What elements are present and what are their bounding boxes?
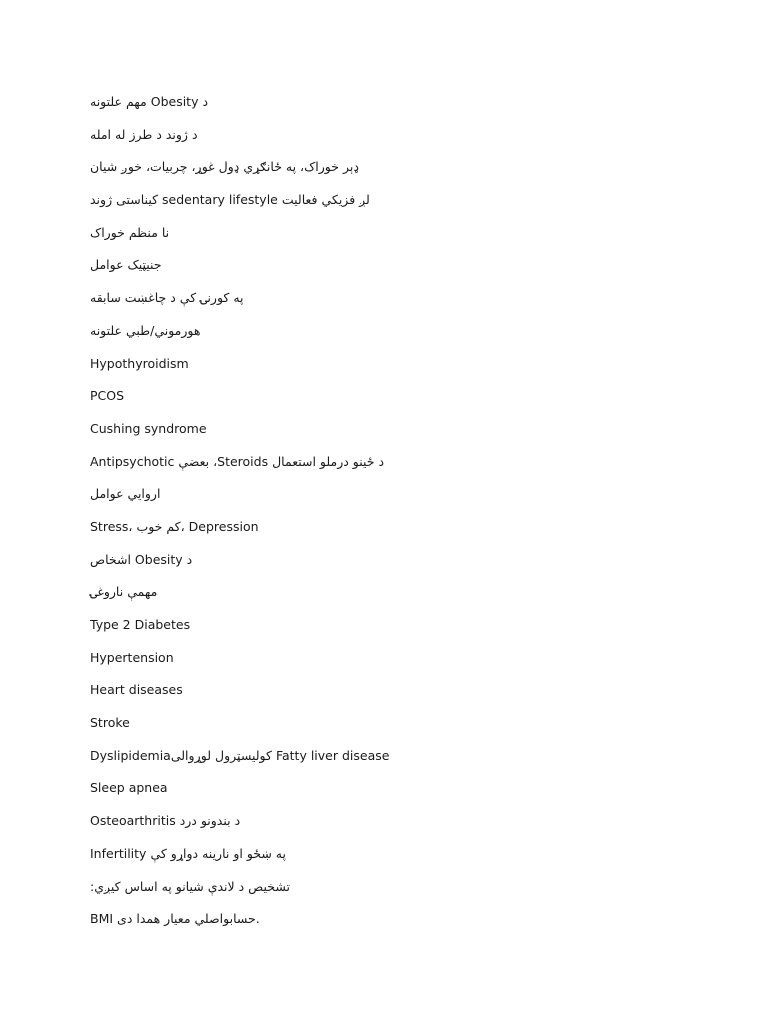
text-line: Type 2 Diabetes — [90, 617, 191, 632]
text-line: Stroke — [90, 715, 130, 731]
text-line: Sleep apnea — [90, 780, 168, 796]
text-line: د ځینو درملو استعمال Steroids، بعضې Antipsychotic — [90, 453, 385, 469]
text-line: ډېر خوراک، په ځانګړي ډول غوړ، چربیات، خوږ شیان — [90, 159, 359, 175]
text-line: د ژوند د طرز له امله — [90, 126, 198, 142]
text-line: د Obesity اشخاص — [90, 551, 193, 567]
text-line: Stress، کم خوب، Depression — [90, 518, 259, 534]
text-line: تشخیص د لاندې شیانو په اساس کیږي: — [90, 878, 290, 894]
text-line: په کورنۍ کې د چاغښت سابقه — [90, 290, 244, 306]
text-line: د Obesity مهم علتونه — [90, 94, 209, 109]
text-line: Dyslipidemiaکولیسټرول لوړوالی Fatty liver disease — [90, 747, 390, 763]
text-line: لږ فزیکي فعالیت sedentary lifestyle کیناستی ژوند — [90, 192, 370, 208]
text-line: اروایي عوامل — [90, 486, 161, 502]
document-body — [90, 91, 710, 941]
text-line: هورموني/طبي علتونه — [90, 322, 201, 338]
text-line: Hypertension — [90, 649, 174, 665]
text-line: PCOS — [90, 388, 125, 404]
text-line: مهمې ناروغۍ — [90, 584, 158, 600]
text-line: BMI حسابواصلي معیار همدا دی. — [90, 911, 260, 927]
text-line: Cushing syndrome — [90, 420, 207, 436]
text-line: جنیټیک عوامل — [90, 257, 162, 273]
text-line: Hypothyroidism — [90, 355, 189, 371]
text-line: Osteoarthritis د بندونو درد — [90, 813, 241, 829]
text-line: نا منظم خوراک — [90, 224, 170, 240]
text-line: Heart diseases — [90, 682, 183, 698]
text-line: Infertility په ښځو او نارینه دواړو کې — [90, 845, 286, 861]
